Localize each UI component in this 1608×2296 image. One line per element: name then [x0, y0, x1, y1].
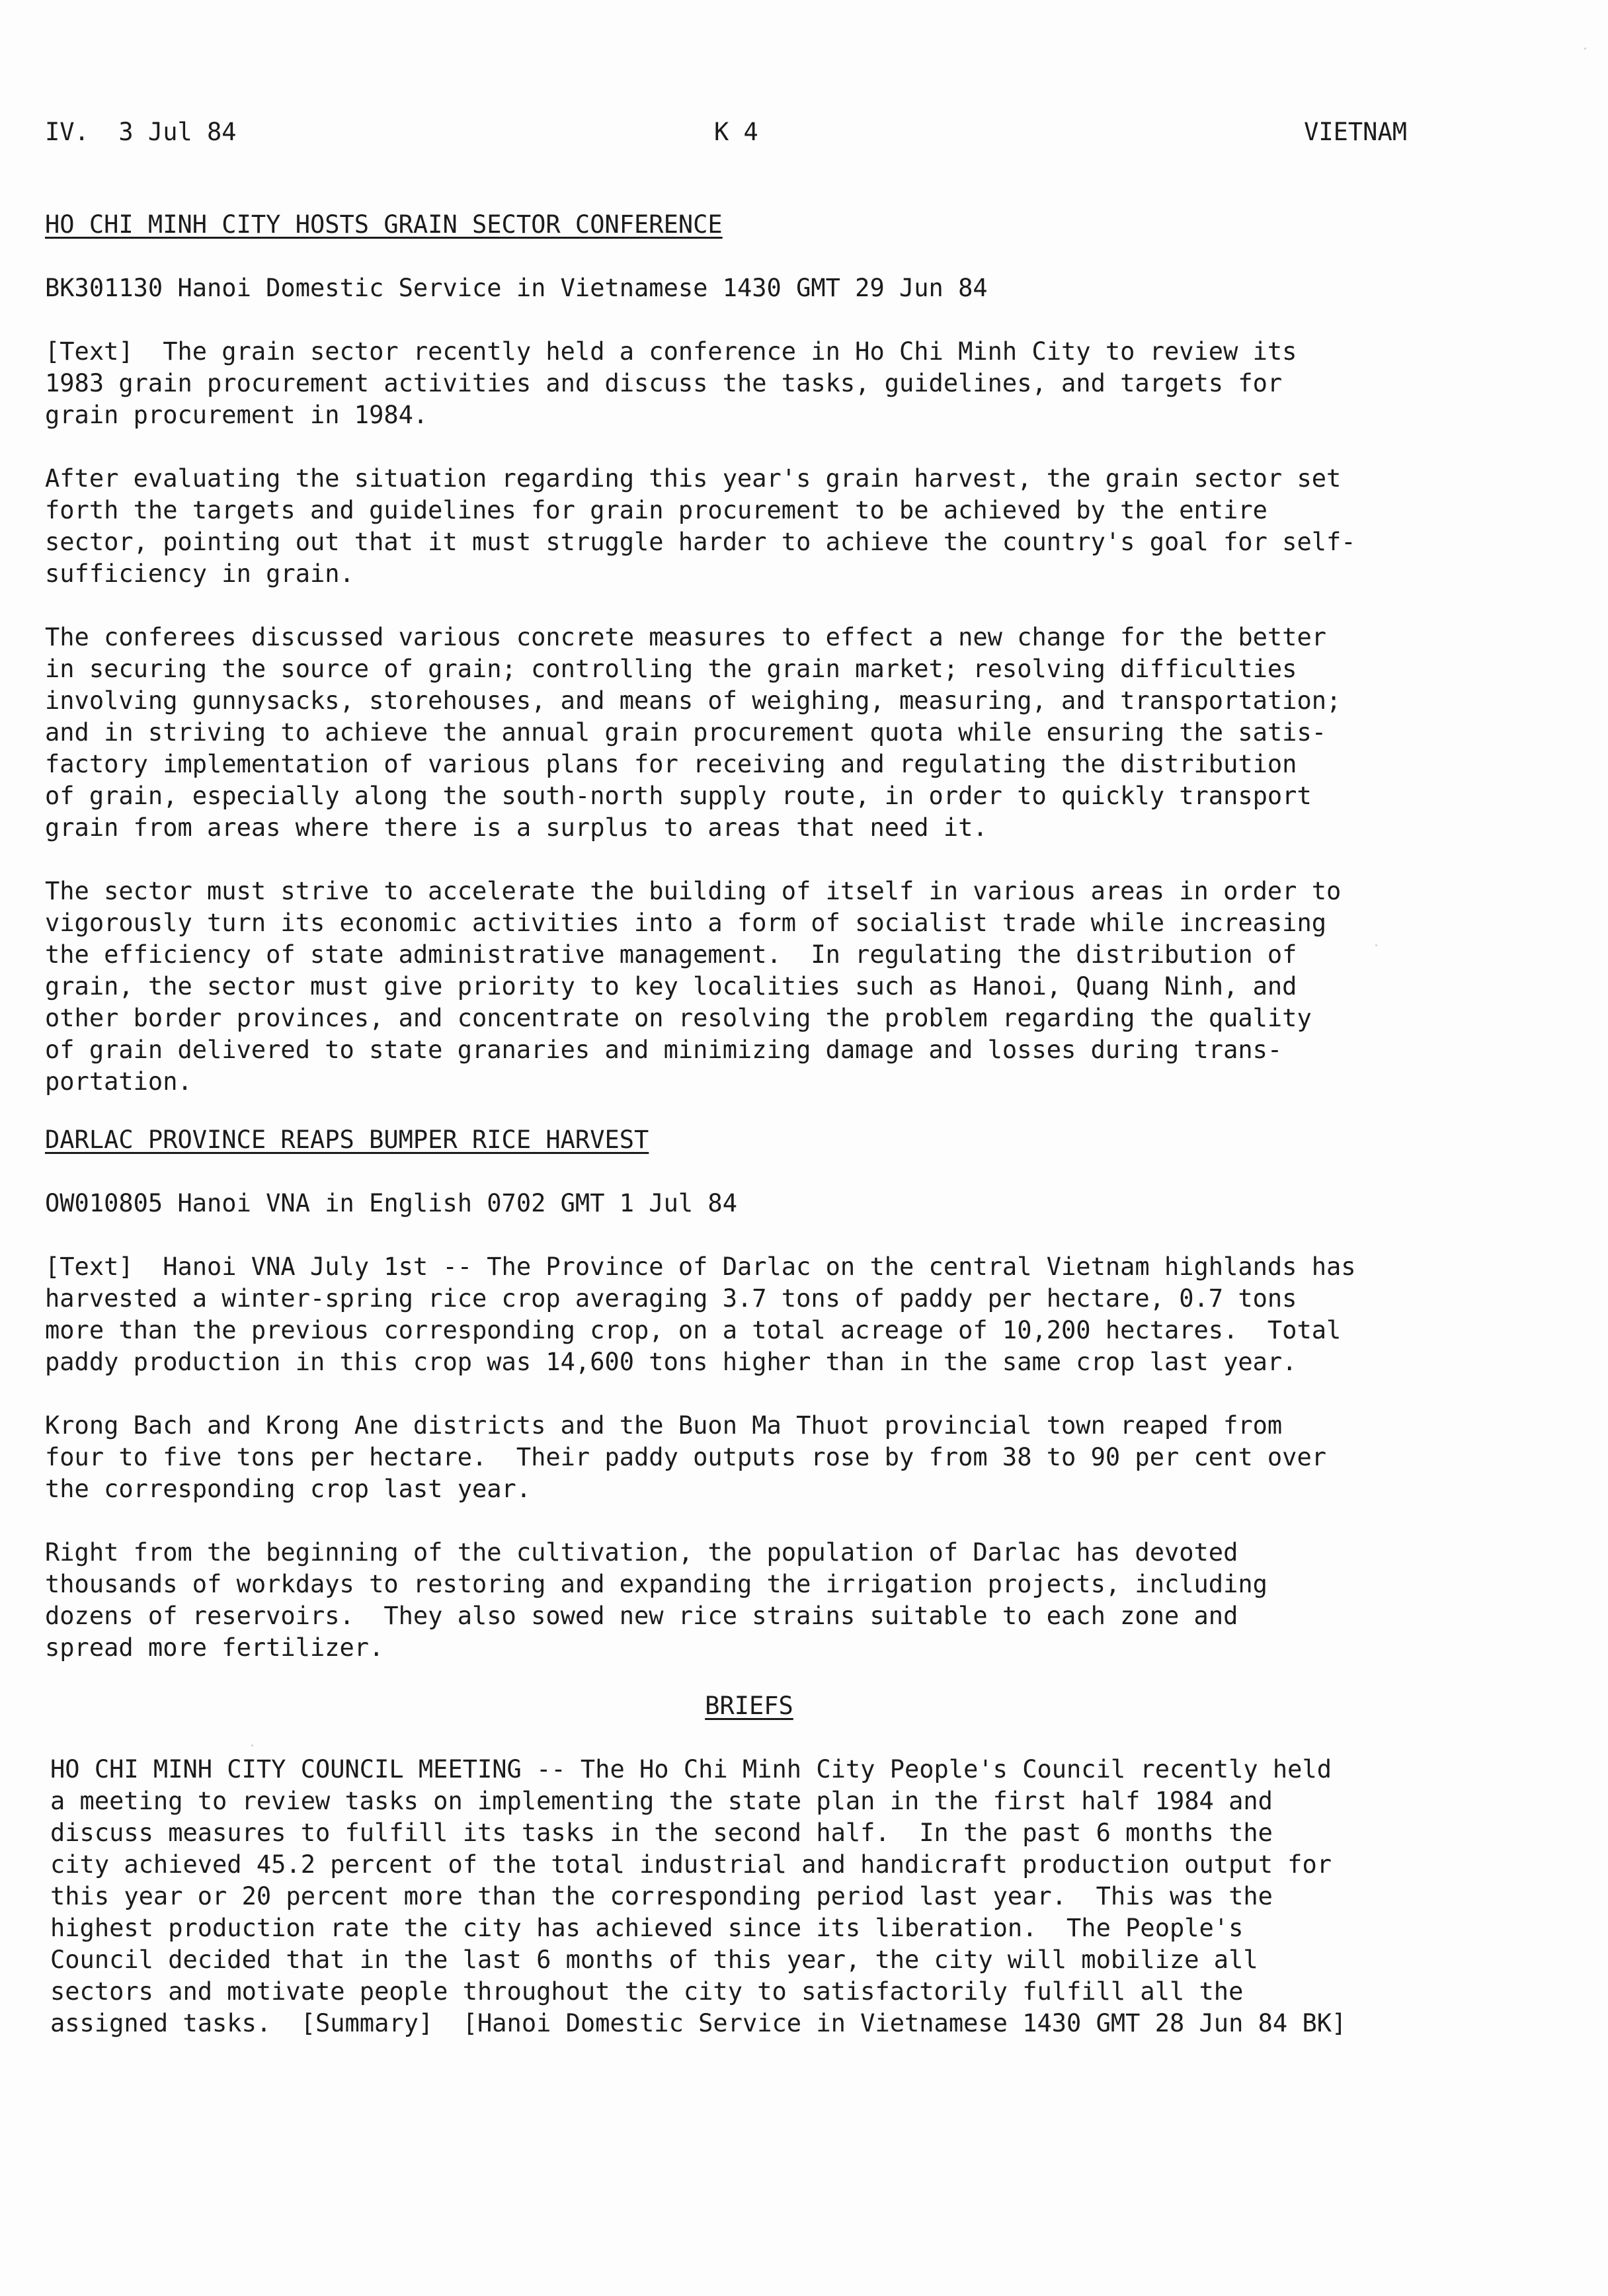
text-line: The sector must strive to accelerate the building of itself in various areas in order to: [45, 877, 1342, 905]
scan-speck: [1375, 944, 1377, 946]
text-line: sector, pointing out that it must struggle harder to achieve the country's goal for self-: [45, 528, 1356, 556]
text-line: a meeting to review tasks on implementing the state plan in the first half 1984 and: [50, 1787, 1273, 1815]
article-source-line: OW010805 Hanoi VNA in English 0702 GMT 1 Jul 84: [45, 1189, 737, 1217]
header-country: VIETNAM: [1304, 118, 1407, 146]
text-line: 1983 grain procurement activities and discuss the tasks, guidelines, and targets for: [45, 369, 1283, 397]
header-page-number: K 4: [714, 118, 758, 146]
scan-speck: [1584, 48, 1586, 50]
text-line: sectors and motivate people throughout the city to satisfactorily fulfill all the: [50, 1977, 1244, 2006]
text-line: [Text] The grain sector recently held a conference in Ho Chi Minh City to review its: [45, 337, 1297, 366]
article-headline: HO CHI MINH CITY HOSTS GRAIN SECTOR CONFERENCE: [45, 210, 723, 239]
article-paragraph: [45, 876, 1453, 1098]
text-line: Council decided that in the last 6 months of this year, the city will mobilize all: [50, 1946, 1258, 1974]
text-line: dozens of reservoirs. They also sowed new rice strains suitable to each zone and: [45, 1602, 1238, 1630]
article-darlac-harvest: [45, 1124, 1453, 1664]
text-line: Right from the beginning of the cultivation, the population of Darlac has devoted: [45, 1538, 1238, 1567]
text-line: grain from areas where there is a surplus to areas that need it.: [45, 813, 988, 842]
article-paragraph: [45, 463, 1453, 590]
text-line: HO CHI MINH CITY COUNCIL MEETING -- The Ho Chi Minh City People's Council recently held: [50, 1755, 1332, 1784]
text-line: this year or 20 percent more than the corresponding period last year. This was the: [50, 1882, 1273, 1910]
text-line: After evaluating the situation regarding this year's grain harvest, the grain sector set: [45, 464, 1342, 493]
text-line: the corresponding crop last year.: [45, 1475, 532, 1503]
article-grain-conference: [45, 209, 1453, 1098]
header-section-date: IV. 3 Jul 84: [45, 118, 237, 146]
section-heading-briefs: BRIEFS: [705, 1692, 793, 1720]
text-line: grain, the sector must give priority to key localities such as Hanoi, Quang Ninh, and: [45, 972, 1297, 1001]
text-line: vigorously turn its economic activities into a form of socialist trade while increasing: [45, 909, 1327, 937]
text-line: discuss measures to fulfill its tasks in the second half. In the past 6 months the: [50, 1819, 1273, 1847]
article-source-line: BK301130 Hanoi Domestic Service in Vietnamese 1430 GMT 29 Jun 84: [45, 274, 988, 302]
scan-speck: [251, 1744, 253, 1746]
text-line: sufficiency in grain.: [45, 559, 354, 588]
text-line: the efficiency of state administrative management. In regulating the distribution of: [45, 940, 1297, 969]
text-line: assigned tasks. [Summary] [Hanoi Domestic Service in Vietnamese 1430 GMT 28 Jun 84 BK]: [50, 2009, 1347, 2037]
text-line: four to five tons per hectare. Their paddy outputs rose by from 38 to 90 per cent over: [45, 1443, 1327, 1471]
article-paragraph: [45, 1537, 1453, 1664]
text-line: paddy production in this crop was 14,600 tons higher than in the same crop last year.: [45, 1348, 1297, 1376]
text-line: harvested a winter-spring rice crop averaging 3.7 tons of paddy per hectare, 0.7 tons: [45, 1284, 1297, 1313]
briefs-section-heading-wrap: [45, 1690, 1453, 1722]
article-paragraph: [45, 622, 1453, 844]
text-line: highest production rate the city has achieved since its liberation. The People's: [50, 1914, 1244, 1942]
article-headline: DARLAC PROVINCE REAPS BUMPER RICE HARVEST: [45, 1126, 649, 1154]
text-line: of grain, especially along the south-north supply route, in order to quickly transport: [45, 782, 1312, 810]
article-paragraph: [45, 1410, 1453, 1505]
text-line: forth the targets and guidelines for grain procurement to be achieved by the entire: [45, 496, 1267, 524]
page-header: [45, 116, 1407, 149]
text-line: city achieved 45.2 percent of the total industrial and handicraft production output for: [50, 1850, 1332, 1879]
text-line: in securing the source of grain; controlling the grain market; resolving difficulties: [45, 655, 1297, 683]
text-line: factory implementation of various plans for receiving and regulating the distribution: [45, 750, 1297, 778]
text-line: [Text] Hanoi VNA July 1st -- The Province of Darlac on the central Vietnam highlands has: [45, 1252, 1356, 1281]
text-line: Krong Bach and Krong Ane districts and the Buon Ma Thuot provincial town reaped from: [45, 1411, 1283, 1440]
text-line: The conferees discussed various concrete measures to effect a new change for the better: [45, 623, 1327, 651]
article-paragraph: [45, 1251, 1453, 1378]
text-line: portation.: [45, 1067, 192, 1096]
text-line: thousands of workdays to restoring and expanding the irrigation projects, including: [45, 1570, 1267, 1598]
text-line: of grain delivered to state granaries and minimizing damage and losses during trans-: [45, 1036, 1283, 1064]
article-paragraph: [45, 336, 1453, 431]
text-line: spread more fertilizer.: [45, 1633, 384, 1662]
text-line: more than the previous corresponding crop, on a total acreage of 10,200 hectares. Total: [45, 1316, 1342, 1344]
text-line: other border provinces, and concentrate on resolving the problem regarding the quality: [45, 1004, 1312, 1032]
text-line: and in striving to achieve the annual grain procurement quota while ensuring the satis-: [45, 718, 1327, 747]
brief-council-meeting: [50, 1754, 1459, 2039]
text-line: involving gunnysacks, storehouses, and means of weighing, measuring, and transportation;: [45, 686, 1342, 715]
text-line: grain procurement in 1984.: [45, 401, 428, 429]
